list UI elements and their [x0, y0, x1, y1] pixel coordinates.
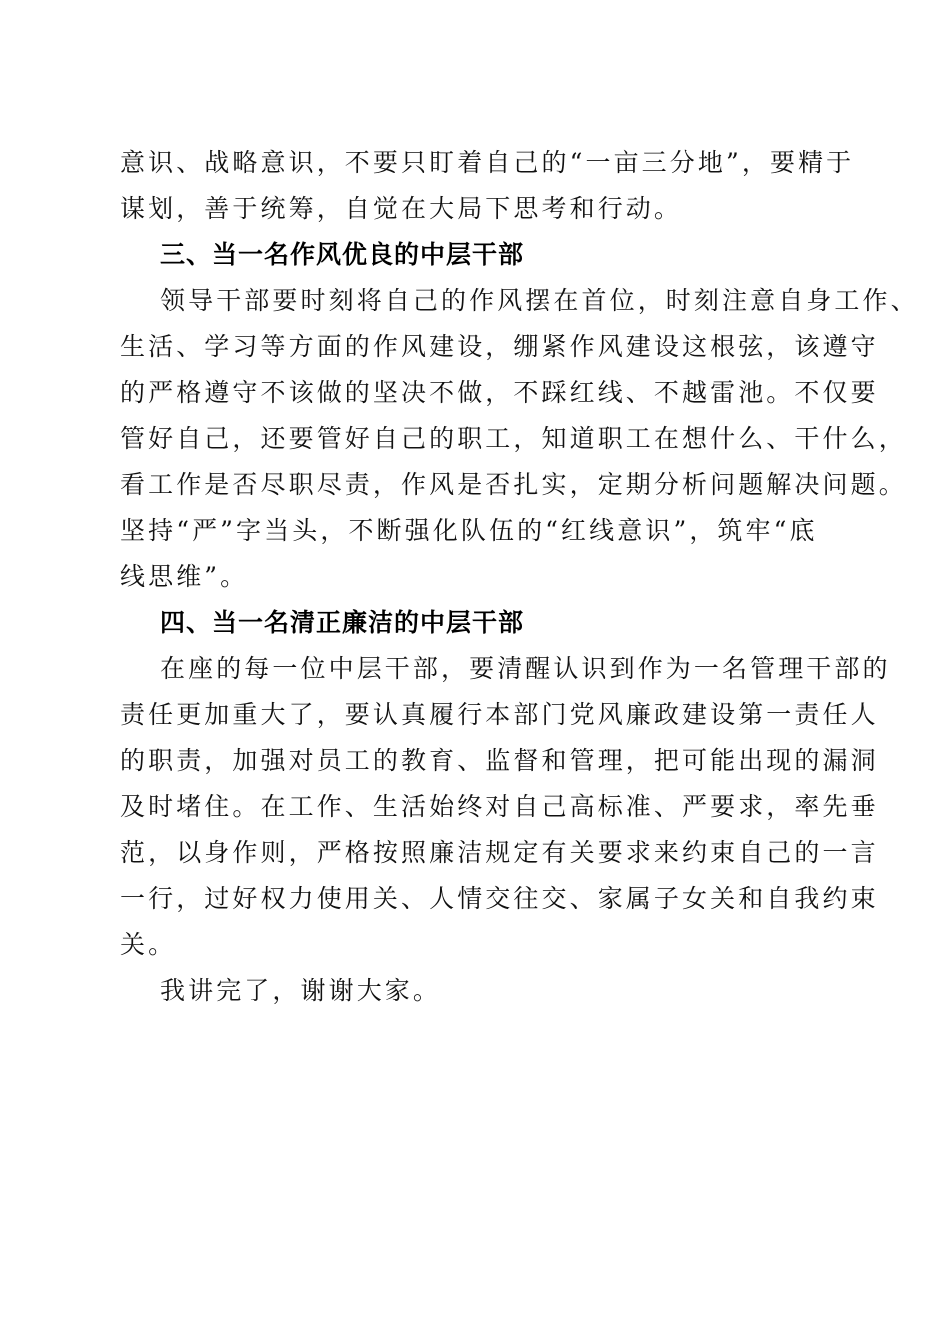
section-heading-4: 四、当一名清正廉洁的中层干部: [160, 608, 525, 637]
paragraph-line: 管好自己，还要管好自己的职工，知道职工在想什么、干什么，: [120, 424, 907, 453]
paragraph-line: 一行，过好权力使用关、人情交往交、家属子女关和自我约束: [120, 884, 879, 913]
paragraph-line: 关。: [120, 930, 177, 959]
paragraph-line: 坚持“严”字当头，不断强化队伍的“红线意识”，筑牢“底: [120, 516, 818, 545]
paragraph-line: 生活、学习等方面的作风建设，绷紧作风建设这根弦，该遵守: [120, 332, 879, 361]
paragraph-line: 意识、战略意识，不要只盯着自己的“一亩三分地”，要精于: [120, 148, 855, 177]
paragraph-line: 及时堵住。在工作、生活始终对自己高标准、严要求，率先垂: [120, 792, 879, 821]
paragraph-line: 在座的每一位中层干部，要清醒认识到作为一名管理干部的: [160, 654, 891, 683]
section-heading-3: 三、当一名作风优良的中层干部: [160, 240, 525, 269]
paragraph-line: 谋划，善于统筹，自觉在大局下思考和行动。: [120, 194, 683, 223]
paragraph-line: 看工作是否尽职尽责，作风是否扎实，定期分析问题解决问题。: [120, 470, 907, 499]
paragraph-line: 领导干部要时刻将自己的作风摆在首位，时刻注意自身工作、: [160, 286, 919, 315]
paragraph-line: 范，以身作则，严格按照廉洁规定有关要求来约束自己的一言: [120, 838, 879, 867]
closing-line: 我讲完了，谢谢大家。: [160, 976, 442, 1005]
paragraph-line: 责任更加重大了，要认真履行本部门党风廉政建设第一责任人: [120, 700, 879, 729]
paragraph-line: 线思维”。: [120, 562, 249, 591]
paragraph-line: 的职责，加强对员工的教育、监督和管理，把可能出现的漏洞: [120, 746, 879, 775]
paragraph-line: 的严格遵守不该做的坚决不做，不踩红线、不越雷池。不仅要: [120, 378, 879, 407]
